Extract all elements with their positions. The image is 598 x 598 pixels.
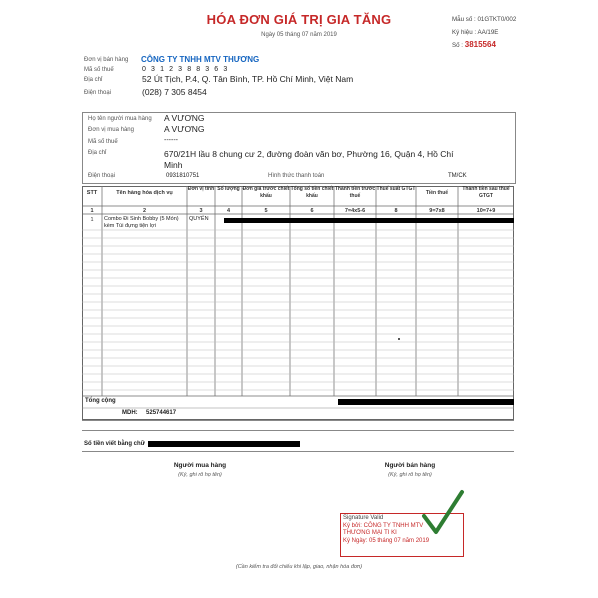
footer-note: (Cần kiểm tra đối chiếu khi lập, giao, nhận hóa đơn) bbox=[235, 564, 363, 570]
invoice-date: Ngày 05 tháng 07 năm 2019 bbox=[261, 32, 337, 38]
seller-phone-label: Điện thoại bbox=[84, 90, 112, 96]
col-header-vat-rate: Thuế suất GTGT bbox=[376, 186, 416, 192]
mdh-label: MDH: bbox=[122, 410, 138, 416]
seller-address-label: Địa chỉ bbox=[84, 77, 103, 83]
index-cell-4: 4 bbox=[226, 208, 231, 214]
seller-tax-label: Mã số thuế bbox=[84, 67, 114, 73]
seller-phone: (028) 7 305 8454 bbox=[142, 87, 207, 97]
index-cell-8: 8 bbox=[394, 208, 398, 214]
buyer-phone: 0931810751 bbox=[166, 173, 200, 179]
col-header-discount: Tổng số tiền chiết khấu bbox=[290, 186, 334, 199]
row-1-redaction bbox=[224, 218, 514, 223]
seller-sign-sub: (Ký, ghi rõ họ tên) bbox=[388, 472, 432, 478]
buyer-person-label: Họ tên người mua hàng bbox=[88, 116, 152, 122]
payment-method: TM/CK bbox=[448, 173, 467, 179]
buyer-tax: ------ bbox=[164, 137, 178, 144]
invoice-symbol: Ký hiệu : AA/19E bbox=[452, 29, 499, 36]
form-number: Mẫu số : 01GTKT0/002 bbox=[452, 16, 517, 23]
stray-dot bbox=[398, 338, 400, 340]
words-redaction bbox=[148, 441, 300, 447]
index-cell-1: 1 bbox=[90, 208, 94, 214]
buyer-tax-label: Mã số thuế bbox=[88, 139, 118, 145]
buyer-sign-sub: (Ký, ghi rõ họ tên) bbox=[178, 472, 222, 478]
index-cell-10: 10=7+9 bbox=[476, 208, 496, 214]
index-cell-6: 6 bbox=[310, 208, 314, 214]
checkmark-icon bbox=[418, 486, 466, 540]
signature-date: Ký Ngày: 05 tháng 07 năm 2019 bbox=[343, 537, 430, 544]
col-header-pretax: Thành tiền trước thuế bbox=[334, 186, 376, 199]
col-header-stt: STT bbox=[86, 190, 98, 196]
col-header-price: Đơn giá trước chiết khấu bbox=[242, 186, 290, 199]
row-1-stt: 1 bbox=[90, 217, 94, 223]
index-cell-5: 5 bbox=[264, 208, 268, 214]
payment-label: Hình thức thanh toán bbox=[268, 173, 325, 179]
buyer-unit: A VƯƠNG bbox=[164, 124, 205, 134]
invoice-number-label: Số : bbox=[452, 42, 464, 49]
signature-valid-title: Signature Valid bbox=[343, 515, 384, 521]
signature-company: THƯƠNG MẠI TI KI bbox=[343, 530, 397, 536]
row-1-unit: QUYỂN bbox=[189, 216, 209, 222]
signature-signed-by: Ký bởi: CÔNG TY TNHH MTV bbox=[343, 522, 424, 529]
words-divider-bottom bbox=[82, 451, 514, 452]
buyer-address-label: Địa chỉ bbox=[88, 150, 107, 156]
index-cell-7: 7=4x5-6 bbox=[344, 208, 366, 214]
col-header-unit: Đơn vị tính bbox=[187, 186, 215, 192]
total-redaction bbox=[338, 399, 514, 405]
index-cell-3: 3 bbox=[199, 208, 203, 214]
buyer-phone-label: Điện thoại bbox=[88, 173, 116, 179]
seller-tax-code: 0 3 1 2 3 8 8 3 6 3 bbox=[142, 66, 229, 73]
seller-address: 52 Út Tịch, P.4, Q. Tân Bình, TP. Hồ Chí Minh, Việt Nam bbox=[142, 74, 354, 84]
total-divider bbox=[82, 420, 514, 421]
buyer-sign-title: Người mua hàng bbox=[173, 462, 227, 469]
mdh-row bbox=[122, 410, 176, 416]
seller-sign-title: Người bán hàng bbox=[384, 462, 436, 469]
buyer-address-line2: Minh bbox=[164, 160, 183, 170]
invoice-number: 3815564 bbox=[464, 40, 496, 49]
invoice-number-row bbox=[452, 40, 496, 49]
col-header-qty: Số lượng bbox=[217, 186, 240, 192]
col-header-total: Thành tiền sau thuế GTGT bbox=[462, 186, 510, 199]
seller-name: CÔNG TY TNHH MTV THƯƠNG bbox=[141, 55, 260, 64]
index-cell-9: 9=7x8 bbox=[429, 208, 445, 214]
invoice-title: HÓA ĐƠN GIÁ TRỊ GIA TĂNG bbox=[206, 12, 392, 27]
words-divider-top bbox=[82, 430, 514, 431]
col-header-tax: Tiền thuế bbox=[425, 190, 449, 196]
total-label: Tổng cộng bbox=[85, 398, 116, 404]
buyer-unit-label: Đơn vị mua hàng bbox=[88, 127, 134, 133]
seller-name-label: Đơn vị bán hàng bbox=[84, 57, 129, 63]
buyer-person: A VƯƠNG bbox=[164, 113, 205, 123]
mdh-value: 525744617 bbox=[146, 410, 177, 416]
buyer-address-line1: 670/21H lầu 8 chung cư 2, đường đoàn văn bơ, Phường 16, Quận 4, Hồ Chí bbox=[164, 149, 454, 159]
index-cell-2: 2 bbox=[142, 208, 147, 214]
amount-in-words-label: Số tiền viết bằng chữ bbox=[84, 441, 146, 447]
row-1-item: Combo Đi Sinh Bobby (5 Món) kèm Túi đựng tiện lợi bbox=[104, 216, 179, 229]
col-header-item: Tên hàng hóa dịch vụ bbox=[116, 190, 173, 196]
